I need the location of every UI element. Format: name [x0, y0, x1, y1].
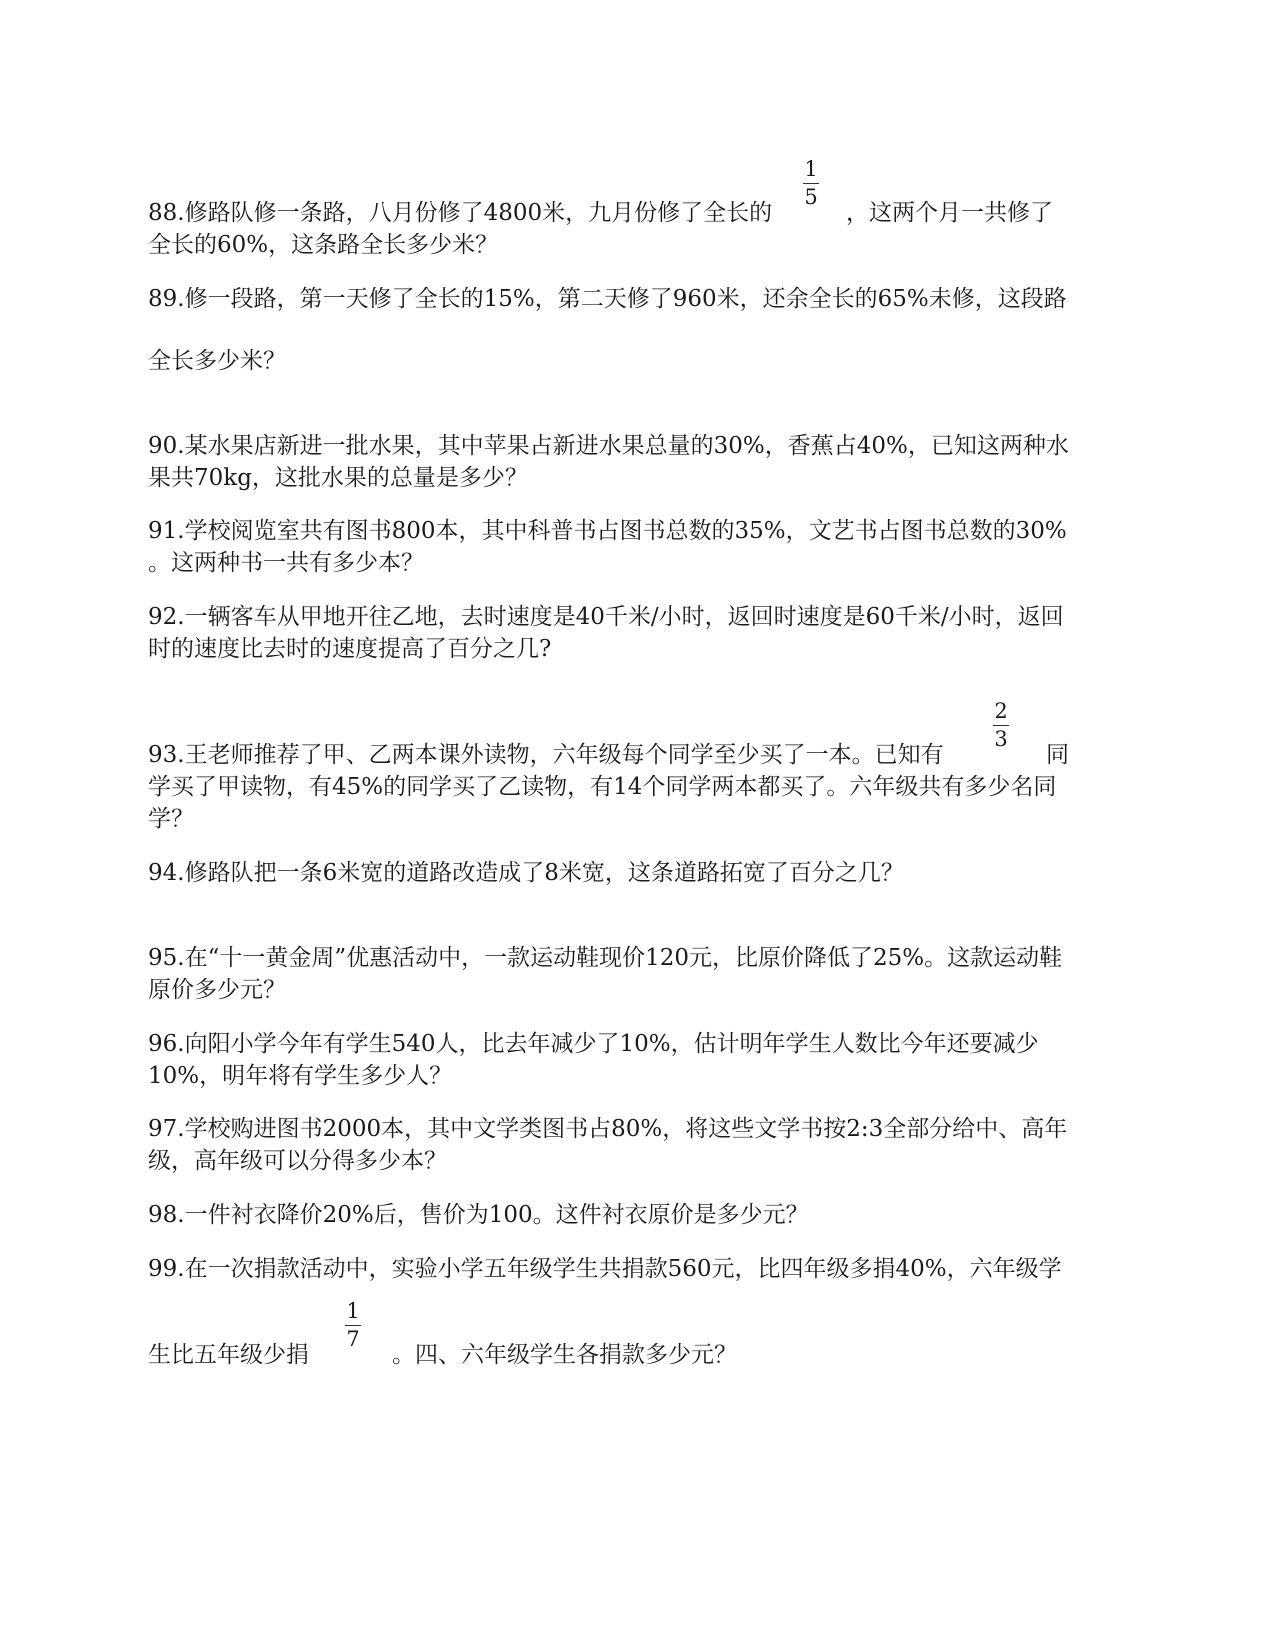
fraction-bar	[345, 1325, 361, 1326]
problem-93-line-1-tail: 同	[1046, 742, 1069, 768]
problem-95-line-2: 原价多少元？	[148, 977, 286, 1003]
problem-98-line-1: 98.一件衬衣降价20%后，售价为100。这件衬衣原价是多少元？	[148, 1202, 809, 1228]
problem-88-line-1-tail: ，这两个月一共修了	[846, 200, 1053, 226]
fraction-numerator: 1	[804, 157, 818, 181]
problem-97-line-1: 97.学校购进图书2000本，其中文学类图书占80%，将这些文学书按2:3全部分给中、高年	[148, 1116, 1068, 1142]
fraction-numerator: 1	[346, 1299, 360, 1323]
problem-96-line-2: 10%，明年将有学生多少人？	[148, 1063, 453, 1089]
fraction-denominator: 3	[994, 727, 1008, 751]
fraction-one-fifth	[799, 158, 823, 208]
problem-93-line-2: 学买了甲读物，有45%的同学买了乙读物，有14个同学两本都买了。六年级共有多少名同	[148, 774, 1057, 800]
fraction-one-seventh	[341, 1300, 365, 1350]
fraction-two-thirds	[989, 700, 1013, 750]
problem-92-line-2: 时的速度比去时的速度提高了百分之几?	[148, 636, 552, 662]
fraction-numerator: 2	[994, 699, 1008, 723]
problem-89-line-1: 89.修一段路，第一天修了全长的15%，第二天修了960米，还余全长的65%未修，这段路	[148, 286, 1067, 312]
problem-96-line-1: 96.向阳小学今年有学生540人，比去年减少了10%，估计明年学生人数比今年还要减少	[148, 1031, 1039, 1057]
fraction-denominator: 7	[346, 1327, 360, 1351]
fraction-bar	[993, 725, 1009, 726]
problem-99-line-2-tail: 。四、六年级学生各捐款多少元？	[392, 1342, 737, 1368]
problem-93-line-1: 93.王老师推荐了甲、乙两本课外读物，六年级每个同学至少买了一本。已知有	[148, 742, 944, 768]
problem-97-line-2: 级，高年级可以分得多少本？	[148, 1148, 447, 1174]
problem-88-line-1: 88.修路队修一条路，八月份修了4800米，九月份修了全长的	[148, 200, 773, 226]
fraction-bar	[803, 183, 819, 184]
problem-99-line-2: 生比五年级少捐	[148, 1342, 309, 1368]
problem-93-line-3: 学？	[148, 806, 194, 832]
problem-99-line-1: 99.在一次捐款活动中，实验小学五年级学生共捐款560元，比四年级多捐40%，六年级学	[148, 1256, 1062, 1282]
problem-91-line-2: 。这两种书一共有多少本？	[148, 550, 424, 576]
problem-91-line-1: 91.学校阅览室共有图书800本，其中科普书占图书总数的35%，文艺书占图书总数的30%	[148, 518, 1067, 544]
problem-90-line-1: 90.某水果店新进一批水果，其中苹果占新进水果总量的30%，香蕉占40%，已知这两种水	[148, 433, 1069, 459]
problem-88-line-2: 全长的60%，这条路全长多少米？	[148, 232, 499, 258]
problem-89-line-2: 全长多少米？	[148, 348, 286, 374]
problem-94-line-1: 94.修路队把一条6米宽的道路改造成了8米宽，这条道路拓宽了百分之几？	[148, 860, 904, 886]
problem-90-line-2: 果共70kg，这批水果的总量是多少？	[148, 465, 528, 491]
problem-95-line-1: 95.在“十一黄金周”优惠活动中，一款运动鞋现价120元，比原价降低了25%。这款运动鞋	[148, 945, 1063, 971]
fraction-denominator: 5	[804, 185, 818, 209]
problem-92-line-1: 92.一辆客车从甲地开往乙地，去时速度是40千米/小时，返回时速度是60千米/小时，返回	[148, 604, 1064, 630]
